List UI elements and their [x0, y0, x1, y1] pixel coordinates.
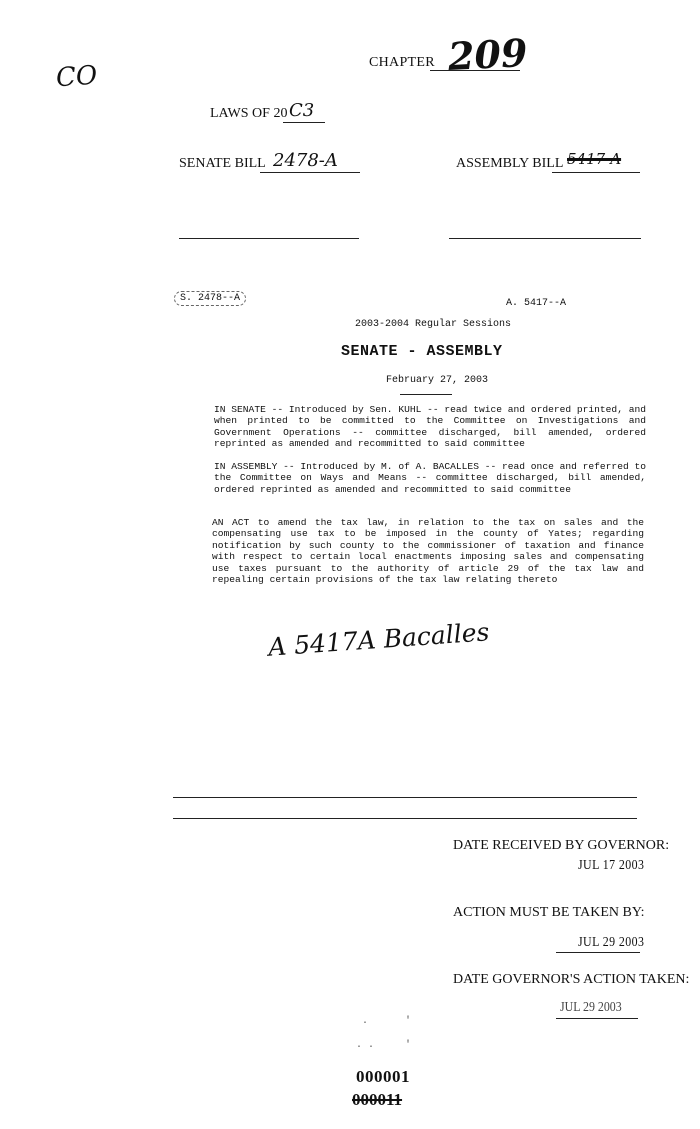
date-received-label: DATE RECEIVED BY GOVERNOR:: [453, 838, 670, 853]
senate-bill-number: 2478-A: [273, 150, 338, 171]
laws-year: C3: [289, 100, 315, 121]
senate-bill-underline: [260, 172, 360, 173]
action-deadline-label: ACTION MUST BE TAKEN BY:: [453, 905, 645, 920]
assembly-bill-label: ASSEMBLY BILL: [456, 156, 564, 171]
action-taken-label: DATE GOVERNOR'S ACTION TAKEN:: [453, 972, 690, 987]
date-received-stamp: JUL 17 2003: [578, 858, 645, 873]
divider-rule-top: [173, 797, 637, 798]
scan-dot: .: [362, 1016, 369, 1027]
chapter-number: 209: [446, 29, 529, 80]
introduction-date: February 27, 2003: [386, 375, 489, 386]
divider-rule-bottom: [173, 818, 637, 819]
action-taken-stamp: JUL 29 2003: [560, 1000, 622, 1015]
scan-dot: ': [405, 1016, 412, 1027]
action-deadline-underline: [556, 952, 640, 953]
laws-year-underline: [283, 122, 325, 123]
action-deadline-stamp: JUL 29 2003: [578, 935, 645, 950]
act-title-paragraph: AN ACT to amend the tax law, in relation to the tax on sales and the compensating use tax to be imposed in the county of Yates; regarding notification by such county to the commissioner of taxation and finance with respect to certain local enactments imposing sales and compensating use taxes pursuant to the authority of article 29 of the tax law and repealing certain provisions of the tax law relating thereto: [212, 517, 644, 586]
senate-bill-label: SENATE BILL: [179, 156, 266, 171]
blank-signature-line-left: [179, 238, 359, 239]
blank-signature-line-right: [449, 238, 641, 239]
assembly-print-number: A. 5417--A: [506, 298, 567, 309]
scan-dot: . .: [356, 1040, 375, 1051]
sequence-stamp: 000001: [356, 1067, 410, 1086]
senate-print-stamp: S. 2478--A: [174, 291, 246, 306]
senate-assembly-heading: SENATE - ASSEMBLY: [341, 343, 503, 360]
laws-of-label: LAWS OF 20: [210, 106, 288, 121]
assembly-bill-number: 5417-A: [567, 150, 622, 168]
assembly-bill-underline: [552, 172, 640, 173]
session-label: 2003-2004 Regular Sessions: [355, 319, 512, 330]
date-rule: [400, 394, 452, 395]
assembly-introduction-paragraph: IN ASSEMBLY -- Introduced by M. of A. BACALLES -- read once and referred to the Committee on Ways and Means -- committee discharged, bill amended, ordered reprinted as amended and recommitted to said committee: [214, 461, 646, 495]
scan-dot: ': [405, 1040, 412, 1051]
chapter-label: CHAPTER: [369, 55, 435, 70]
senate-introduction-paragraph: IN SENATE -- Introduced by Sen. KUHL -- read twice and ordered printed, and when printed to be committed to the Committee on Investigations and Government Operations -- committee discharged, bill amended, ordered reprinted as amended and recommitted to said committee: [214, 404, 646, 450]
corner-handwritten-mark: CO: [55, 60, 99, 94]
sequence-stamp-struck: 000011: [352, 1090, 403, 1109]
handwritten-note: A 5417A Bacalles: [267, 617, 491, 662]
action-taken-underline: [556, 1018, 638, 1019]
